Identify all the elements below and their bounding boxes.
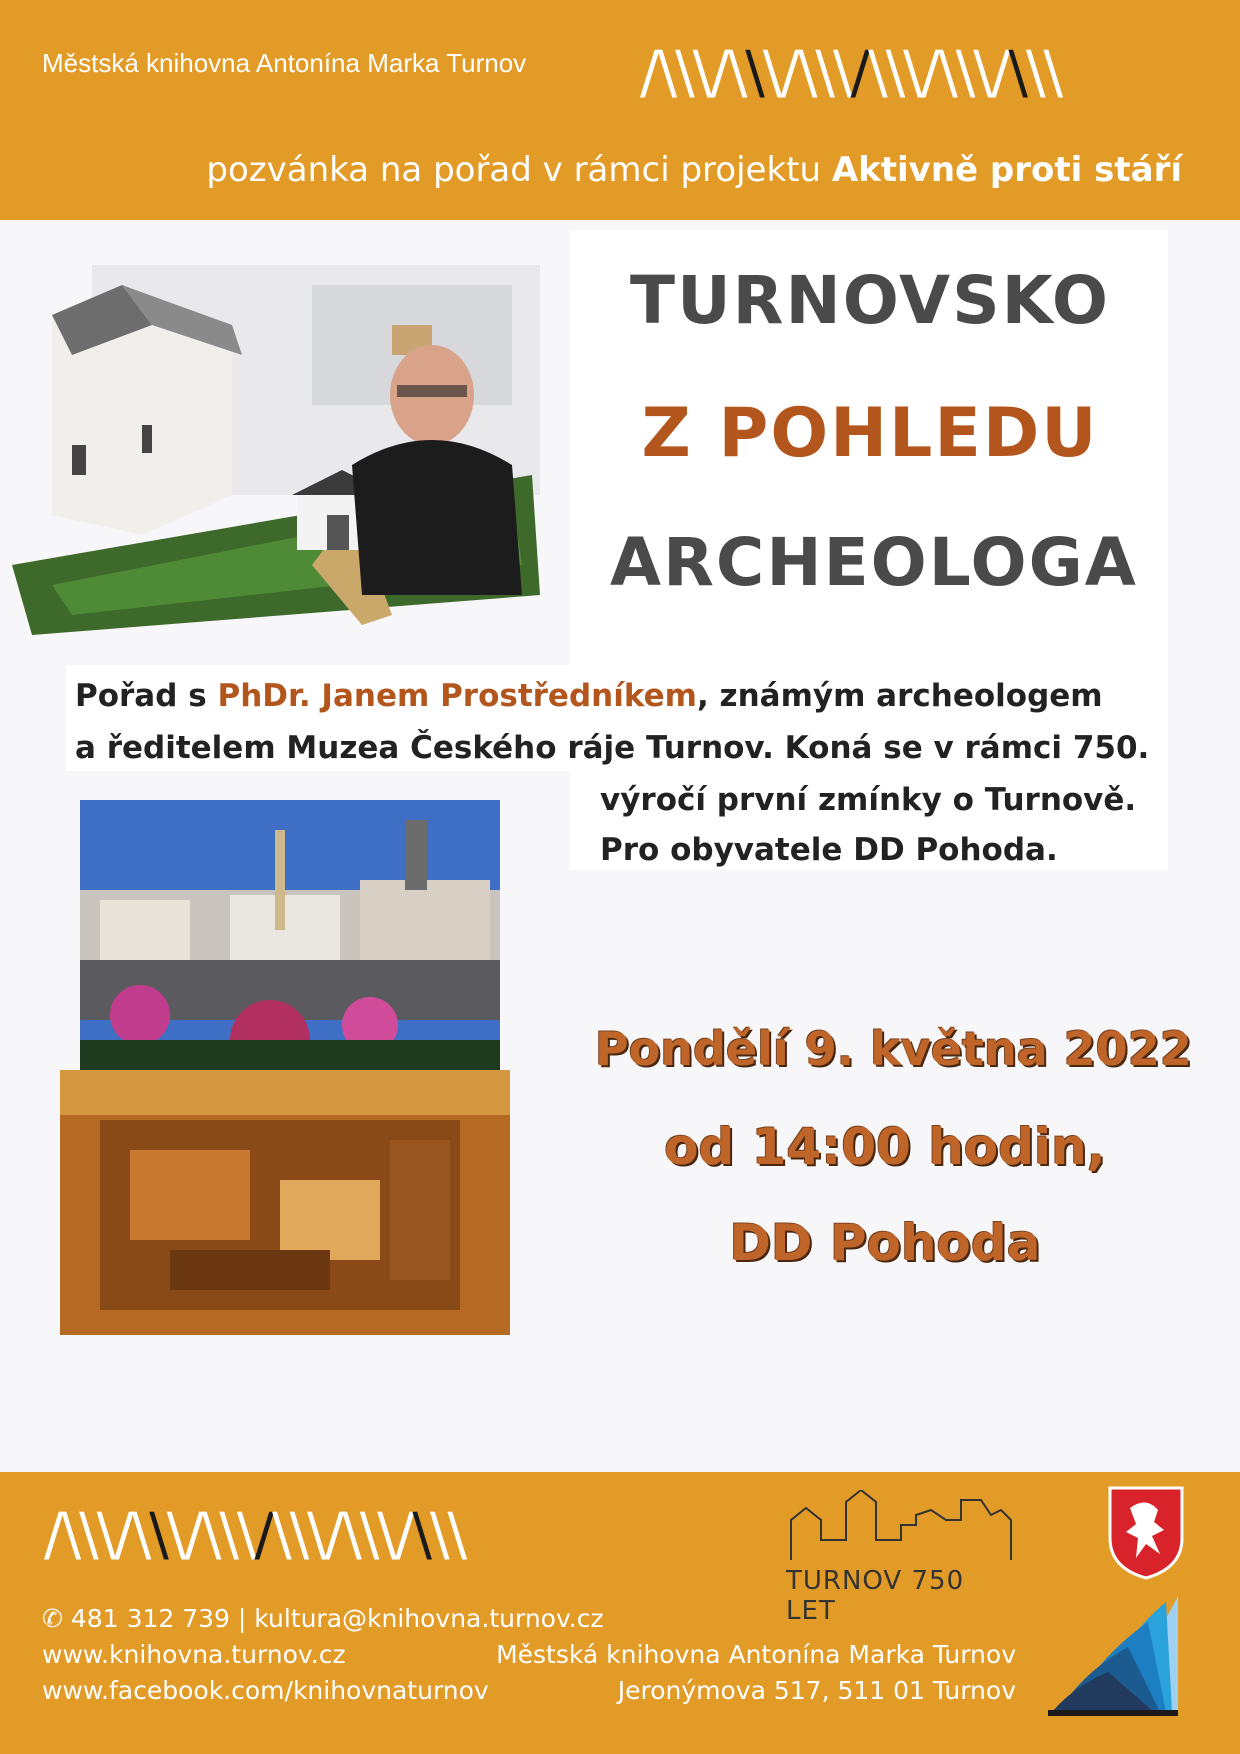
website-link[interactable]: www.knihovna.turnov.cz <box>42 1640 346 1669</box>
church-model-photo <box>12 265 540 635</box>
library-address: Jeronýmova 517, 511 01 Turnov <box>617 1676 1016 1705</box>
contact-line <box>42 1604 604 1633</box>
event-date: Pondělí 9. května 2022 <box>595 1022 1192 1076</box>
description-line-1 <box>75 678 1103 714</box>
invitation-prefix: pozvánka na pořad v rámci projektu <box>206 150 822 190</box>
title-line-1: TURNOVSKO <box>630 262 1110 339</box>
project-name: Aktivně proti stáří <box>831 150 1182 190</box>
event-place: DD Pohoda <box>729 1214 1041 1272</box>
speaker-name: PhDr. Janem Prostředníkem <box>217 678 697 714</box>
title-line-3: ARCHEOLOGA <box>610 524 1138 601</box>
invitation-line <box>206 150 1182 190</box>
description-line-2: a ředitelem Muzea Českého ráje Turnov. Koná se v rámci 750. <box>75 730 1150 766</box>
description-prefix: Pořad s <box>75 678 207 714</box>
phone-and-email[interactable]: 481 312 739 | kultura@knihovna.turnov.cz <box>70 1604 604 1633</box>
event-time: od 14:00 hodin, <box>664 1118 1106 1176</box>
decorative-slashes-bottom: /\\\/\\\/\\\/\\\/\\\/\\\ <box>44 1500 466 1568</box>
org-name: Městská knihovna Antonína Marka Turnov <box>42 48 527 78</box>
decorative-slashes-top: /\\\/\\\/\\\/\\\/\\\/\\\ <box>640 38 1062 106</box>
library-name-footer: Městská knihovna Antonína Marka Turnov <box>496 1640 1016 1669</box>
excavation-photo <box>60 1070 510 1335</box>
title-line-2: Z POHLEDU <box>641 394 1099 473</box>
description-suffix: , známým archeologem <box>696 678 1103 714</box>
facebook-link[interactable]: www.facebook.com/knihovnaturnov <box>42 1676 489 1705</box>
town-square-photo <box>80 800 500 1070</box>
city-skyline-logo <box>786 1490 1016 1560</box>
book-logo <box>1048 1592 1184 1722</box>
description-line-4: Pro obyvatele DD Pohoda. <box>600 832 1058 868</box>
anniversary-logo-text: TURNOV 750 LET <box>786 1566 965 1626</box>
phone-icon: ✆ <box>42 1604 63 1633</box>
coat-of-arms-icon <box>1108 1486 1184 1580</box>
turnov-750-logo <box>786 1490 1016 1626</box>
description-line-3: výročí první zmínky o Turnově. <box>600 782 1137 818</box>
